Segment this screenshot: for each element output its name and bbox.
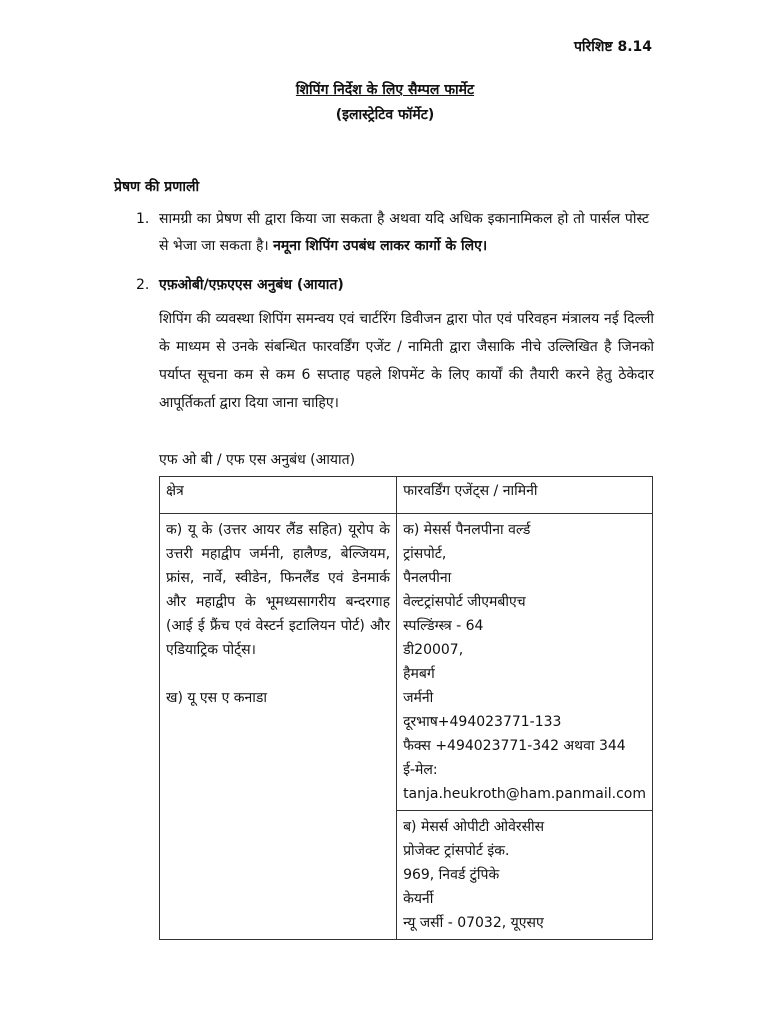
agent-a-line: पैनलपीना — [403, 570, 452, 586]
section-heading: प्रेषण की प्रणाली — [114, 179, 200, 195]
agent-b-cell — [397, 811, 653, 940]
region-a: क) यू के (उत्तर आयर लैंड सहित) यूरोप के उत्तरी महाद्वीप जर्मनी, हालैण्ड, बेल्जियम, फ्रांस, नार्वे, स्वीडेन, फिनलैंड एवं डेनमार्क और महाद्वीप के भूमध्यसागरीय बन्दरगाह (आई ई फ्रैंच एवं वेस्टर्न इटालियन पोर्ट) और एडियाट्रिक पोर्ट्स। — [166, 522, 391, 658]
agent-a-line: क) मेसर्स पैनलपीना वर्ल्ड — [403, 522, 531, 538]
table-header-row — [160, 477, 653, 514]
list-item-text — [159, 206, 649, 260]
list-item-body: सामग्री का प्रेषण सी द्वारा किया जा सकता है अथवा यदि अधिक इकानामिकल हो तो पार्सल पोस्ट से भेजा जा सकता है। — [159, 211, 649, 254]
table-caption: एफ ओ बी / एफ एस अनुबंध (आयात) — [159, 452, 356, 468]
header-region: क्षेत्र — [160, 477, 397, 514]
appendix-number: परिशिष्ट 8.14 — [573, 39, 652, 55]
agent-a-email: tanja.heukroth@ham.panmail.com — [403, 786, 646, 802]
agent-b-line: 969, निवर्ड टुंपिके — [403, 867, 500, 883]
agent-b-line: न्यू जर्सी - 07032, यूएसए — [403, 915, 544, 931]
agent-b-line: प्रोजेक्ट ट्रांसपोर्ट इंक. — [403, 843, 510, 859]
list-item-1 — [114, 206, 654, 262]
spacer — [166, 662, 390, 686]
header-agents: फारवर्डिंग एजेंट्स / नामिनी — [397, 477, 653, 514]
list-item-bold-text: नमूना शिपिंग उपबंध लाकर कार्गो के लिए। — [273, 238, 488, 254]
agent-b-line: केयर्नी — [403, 891, 434, 907]
agent-a-fax: फैक्स +494023771-342 अथवा 344 — [403, 738, 626, 754]
page-subtitle: (इलास्ट्रेटिव फॉर्मेट) — [335, 107, 435, 123]
page-title: शिपिंग निर्देश के लिए सैम्पल फार्मेट — [295, 82, 475, 98]
agent-a-phone: दूरभाष+494023771-133 — [403, 714, 562, 730]
table-row — [160, 514, 653, 811]
agent-a-line: स्पल्डिंग्स्त्र - 64 — [403, 618, 484, 634]
agent-a-cell — [397, 514, 653, 811]
agent-a-line: वेल्टट्रांसपोर्ट जीएमबीएच — [403, 594, 526, 610]
list-item-2 — [114, 272, 654, 292]
list-item-number: 1. — [136, 211, 150, 227]
agent-a-line: जर्मनी — [403, 690, 434, 706]
agent-a-line: ट्रांसपोर्ट, — [403, 546, 447, 562]
shipping-paragraph: शिपिंग की व्यवस्था शिपिंग समन्वय एवं चार्टरिंग डिवीजन द्वारा पोत एवं परिवहन मंत्रालय नई दिल्ली के माध्यम से उनके संबन्धित फारवर्डिंग एजेंट / नामिती द्वारा जैसाकि नीचे उल्लिखित है जिनको पर्याप्त सूचना कम से कम 6 सप्ताह पहले शिपमेंट के लिए कार्यों की तैयारी करने हेतु ठेकेदार आपूर्तिकर्ता द्वारा दिया जाना चाहिए। — [159, 311, 654, 411]
agent-a-line: डी20007, — [403, 642, 464, 658]
agent-a-email-label: ई-मेल: — [403, 762, 438, 778]
list-item-number: 2. — [136, 277, 150, 293]
agent-b-line: ब) मेसर्स ओपीटी ओवेरसीस — [403, 819, 545, 835]
forwarding-agents-table — [159, 476, 653, 940]
agent-a-line: हैमबर्ग — [403, 666, 435, 682]
region-b: ख) यू एस ए कनाडा — [166, 690, 268, 706]
region-cell — [160, 514, 397, 940]
list-item-heading: एफ़ओबी/एफ़एएस अनुबंध (आयात) — [159, 277, 344, 293]
